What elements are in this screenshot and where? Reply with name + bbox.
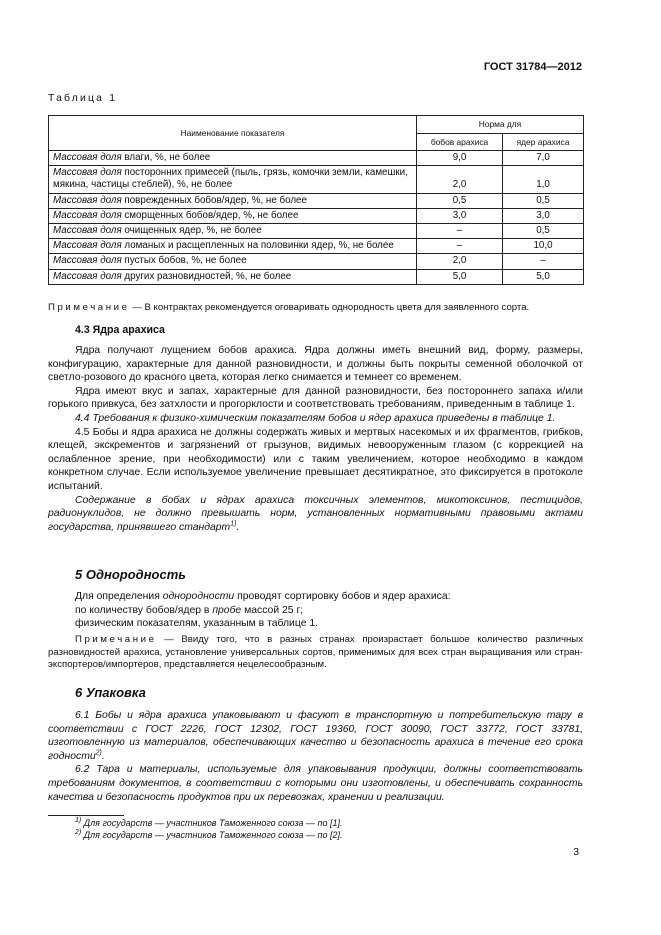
table-row: [49, 269, 584, 284]
beans-value-cell: 2,0: [417, 254, 503, 269]
note-text: — Ввиду того, что в разных странах произрастает большое количество различных разновидностей арахиса, установление универсальных сортов, применимых для всех стран выращивания или стран-экспортеров/импортеров, представляется нецелесообразным.: [48, 634, 583, 671]
indicator-name-em: Массовая доля: [53, 225, 122, 237]
table-row: [49, 151, 584, 166]
indicator-name-rest: сморщенных бобов/ядер, %, не более: [121, 209, 299, 221]
table-row: [49, 208, 584, 223]
header-norm: Норма для: [417, 116, 584, 134]
paragraph-text: по количеству бобов/ядер в: [75, 604, 213, 616]
section-6-body: [48, 709, 583, 804]
kernels-value-cell: –: [503, 254, 584, 269]
footnote-ref: 1): [230, 520, 237, 528]
paragraph-term: однородности: [162, 591, 235, 602]
paragraph: [48, 590, 583, 604]
footnote-text: Для государств — участников Таможенного союза — по [1].: [81, 818, 343, 828]
beans-value-cell: 5,0: [417, 269, 503, 284]
indicator-name-rest: влаги, %, не более: [121, 152, 211, 163]
kernels-value-cell: 1,0: [503, 166, 584, 193]
paragraph: физическим показателям, указанным в таблице 1.: [75, 618, 319, 630]
paragraph: Содержание в бобах и ядрах арахиса токсичных элементов, микотоксинов, пестицидов, радионуклидов, не должно превышать норм, установленных нормативными правовыми актами государства, принявшего стандарт$^{1)}$.: [48, 494, 583, 533]
paragraph: Ядра получают лущением бобов арахиса. Ядра должны иметь внешний вид, форму, размеры, конфигурацию, характерные для данной разновидности, и должны быть покрыты семенной оболочкой от светло-розового до красного цвета, которая легко снимается и темнеет со временем.: [48, 345, 583, 384]
footnote-divider: [48, 815, 124, 816]
indicator-name-cell: [49, 224, 417, 239]
paragraph-text: проводят сортировку бобов и ядер арахиса:: [234, 591, 451, 602]
indicator-name-em: Массовая доля: [53, 194, 122, 206]
paragraph-text: Для определения: [75, 591, 163, 602]
paragraph: [48, 709, 583, 763]
kernels-value-cell: 3,0: [503, 208, 584, 223]
kernels-value-cell: 5,0: [503, 269, 584, 284]
table-row: [49, 193, 584, 208]
paragraph-text: Содержание в бобах и ядрах арахиса токсичных элементов, микотоксинов, пестицидов, радионуклидов, не должно превышать норм, установленных нормативными правовыми актами государства, принявшего стандарт: [48, 494, 583, 533]
indicator-name-cell: [49, 151, 417, 166]
section-4-3-title: 4.3 Ядра арахиса: [75, 324, 165, 336]
paragraph: Ядра имеют вкус и запах, характерные для данной разновидности, без постороннего запаха и/или горького привкуса, без затхлости и прогорклости и соответствовать требованиям, приведенным в таблице 1.: [48, 385, 583, 411]
note-text: — В контрактах рекомендуется оговаривать однородность цвета для заявленного сорта.: [129, 302, 530, 313]
note-label: Примечание: [75, 634, 157, 645]
indicator-name-rest: поврежденных бобов/ядер, %, не более: [121, 194, 307, 206]
footnote-mark: 2): [75, 829, 82, 836]
indicator-name-em: Массовая доля: [53, 209, 122, 221]
indicator-name-rest: других разновидностей, %, не более: [121, 270, 292, 282]
section-4-3-body: [48, 344, 583, 534]
footnote-ref: 2): [95, 749, 102, 757]
paragraph: 4.5 Бобы и ядра арахиса не должны содержать живых и мертвых насекомых и их фрагментов, грибков, клещей, экскрементов и загрязнений от грызунов, видимых невооруженным глазом (с коррекцией на ослабленное зрение, при необходимости) или с таким увеличением, которое необходимо в каждом конкретном случае. Если используемое увеличение превышает десятикратное, это фиксируется в протоколе испытаний.: [48, 426, 583, 492]
footnotes: [75, 817, 575, 841]
beans-value-cell: 3,0: [417, 208, 503, 223]
kernels-value-cell: 10,0: [503, 239, 584, 254]
section-5-note: [48, 634, 583, 672]
page-number: 3: [573, 847, 579, 858]
indicator-name-rest: посторонних примесей (пыль, грязь, комочки земли, камешки, мякина, частицы стеблей), %, не более: [53, 167, 408, 191]
table-note: [48, 302, 583, 315]
indicator-name-cell: [49, 254, 417, 269]
table-row: [49, 166, 584, 193]
header-beans: бобов арахиса: [417, 134, 503, 151]
paragraph: [48, 604, 583, 618]
table-row: [49, 239, 584, 254]
footnote-mark: 1): [75, 817, 82, 824]
paragraph: 6.2 Тара и материалы, используемые для упаковывания продукции, должны соответствовать требованиям документов, в соответствии с которыми они изготовлены, и обеспечивать сохранность качества и безопасность продуктов при их перевозках, хранении и реализации.: [48, 764, 583, 803]
indicator-name-cell: [49, 208, 417, 223]
paragraph-text: .: [101, 750, 105, 762]
indicator-name-cell: [49, 269, 417, 284]
beans-value-cell: –: [417, 239, 503, 254]
indicator-name-rest: очищенных ядер, %, не более: [121, 225, 262, 237]
header-kernels: ядер арахиса: [503, 134, 584, 151]
indicator-name-em: Массовая доля: [53, 167, 122, 179]
paragraph-text: 6.1 Бобы и ядра арахиса упаковывают и фасуют в транспортную и потребительскую тару в соответствии с ГОСТ 2226, ГОСТ 12302, ГОСТ 19360, ГОСТ 30090, ГОСТ 33772, ГОСТ 33781, изготовленную из материалов, обеспечивающих качество и безопасность арахиса в течение его срока годности: [48, 710, 583, 762]
indicator-name-cell: [49, 166, 417, 193]
indicators-table: [48, 115, 584, 285]
header-indicator-name: Наименование показателя: [49, 116, 417, 151]
indicator-name-rest: пустых бобов, %, не более: [121, 255, 247, 267]
footnote-text: Для государств — участников Таможенного союза — по [2].: [81, 830, 343, 840]
table-row: [49, 224, 584, 239]
indicator-name-cell: [49, 193, 417, 208]
document-header: ГОСТ 31784—2012: [483, 61, 582, 73]
indicator-name-em: Массовая доля: [53, 152, 122, 163]
indicator-name-em: Массовая доля: [53, 240, 122, 252]
kernels-value-cell: 0,5: [503, 224, 584, 239]
paragraph-term: пробе: [212, 604, 242, 616]
paragraph: 4.4 Требования к физико-химическим показателям бобов и ядер арахиса приведены в таблице 1.: [75, 412, 556, 424]
beans-value-cell: 2,0: [417, 166, 503, 193]
table-row: [49, 254, 584, 269]
kernels-value-cell: 7,0: [503, 151, 584, 166]
indicator-name-cell: [49, 239, 417, 254]
footnote: [75, 829, 575, 841]
note-label: Примечание: [48, 302, 130, 313]
indicator-name-em: Массовая доля: [53, 255, 122, 267]
beans-value-cell: –: [417, 224, 503, 239]
paragraph-text: массой 25 г;: [241, 604, 304, 616]
section-5-title: 5 Однородность: [75, 567, 187, 582]
footnote: [75, 817, 575, 829]
indicator-name-rest: ломаных и расщепленных на половинки ядер, %, не более: [121, 240, 394, 252]
indicator-name-em: Массовая доля: [53, 270, 122, 282]
table-caption: Таблица 1: [48, 93, 118, 104]
section-5-body: [48, 590, 583, 631]
beans-value-cell: 9,0: [417, 151, 503, 166]
kernels-value-cell: 0,5: [503, 193, 584, 208]
section-6-title: 6 Упаковка: [75, 685, 146, 700]
beans-value-cell: 0,5: [417, 193, 503, 208]
